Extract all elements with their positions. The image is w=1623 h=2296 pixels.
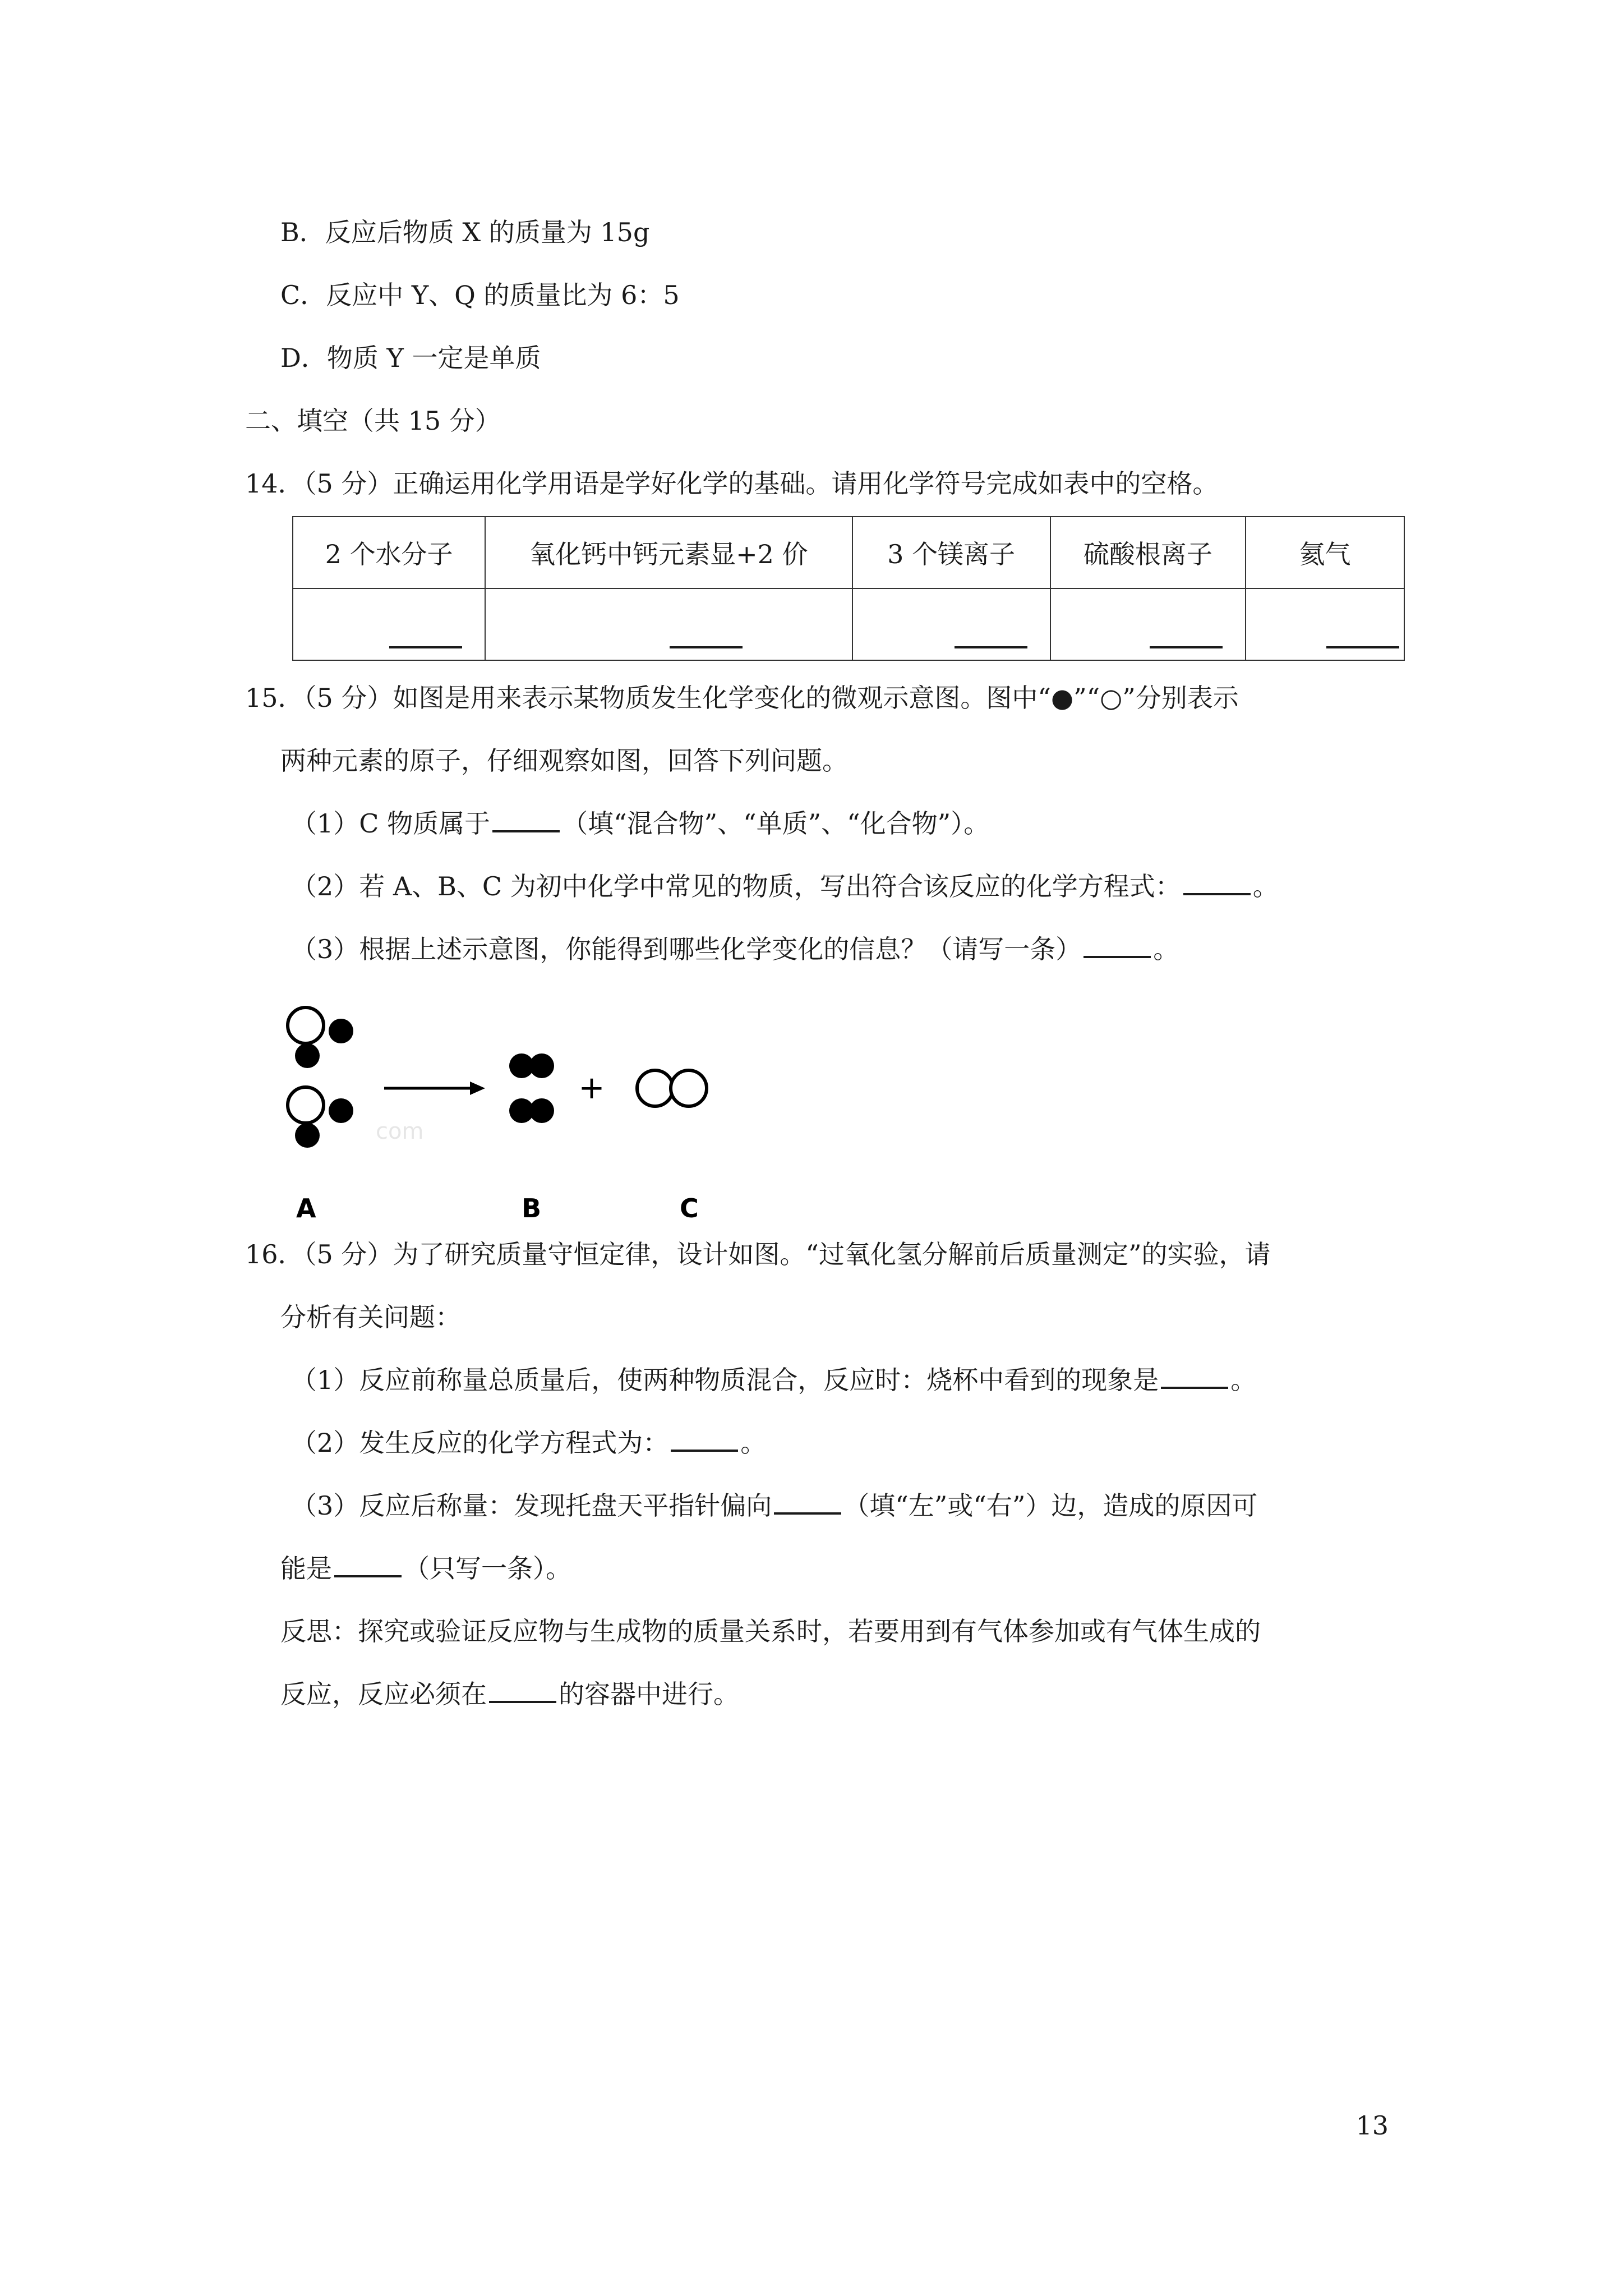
label-a: A <box>296 1193 316 1223</box>
question-15-part2 <box>291 869 1279 903</box>
q15-3-blank[interactable] <box>1083 933 1151 958</box>
blank-line <box>389 644 462 648</box>
option-c: C．反应中 Y、Q 的质量比为 6：5 <box>280 280 680 310</box>
question-16-part3 <box>291 1489 1257 1522</box>
answer-table <box>292 516 1405 661</box>
label-c: C <box>680 1193 699 1223</box>
watermark-text: com <box>376 1119 424 1144</box>
table-header-cell: 氧化钙中钙元素显+2 价 <box>485 517 852 588</box>
arrow-icon <box>384 1082 485 1095</box>
molecule-b-2 <box>509 1098 554 1123</box>
molecule-c <box>637 1070 707 1106</box>
section-heading: 二、填空（共 15 分） <box>245 406 501 436</box>
q15-2-blank[interactable] <box>1183 871 1251 895</box>
table-header-cell: 3 个镁离子 <box>852 517 1050 588</box>
q15-1-prefix: （1）C 物质属于 <box>291 808 491 839</box>
q16-3-prefix: （3）反应后称量：发现托盘天平指针偏向 <box>291 1490 772 1521</box>
molecule-a-2 <box>288 1087 353 1148</box>
q15-3-suffix: 。 <box>1153 934 1179 964</box>
blank-line <box>955 644 1027 648</box>
page-number: 13 <box>1355 2110 1389 2141</box>
q16-3-blank-a[interactable] <box>774 1490 841 1515</box>
answer-blank-cell[interactable] <box>852 588 1050 660</box>
molecule-b-1 <box>509 1053 554 1078</box>
q15-2-suffix: 。 <box>1252 871 1279 901</box>
question-15-line1: 15．（5 分）如图是用来表示某物质发生化学变化的微观示意图。图中“●”“○”分别表示 <box>245 683 1239 713</box>
option-b: B．反应后物质 X 的质量为 15g <box>280 217 650 247</box>
q15-1-suffix: （填“混合物”、“单质”、“化合物”）。 <box>562 808 990 839</box>
q16-1-prefix: （1）反应前称量总质量后，使两种物质混合，反应时：烧杯中看到的现象是 <box>291 1365 1159 1395</box>
blank-line <box>1150 644 1223 648</box>
q16-3-blank-b[interactable] <box>334 1553 402 1577</box>
table-header-row <box>293 517 1404 588</box>
option-d: D．物质 Y 一定是单质 <box>280 343 541 373</box>
q16-3-prefix2: 能是 <box>280 1553 332 1584</box>
question-15-part1 <box>291 807 989 840</box>
q15-2-prefix: （2）若 A、B、C 为初中化学中常见的物质，写出符合该反应的化学方程式： <box>291 871 1181 901</box>
q16-2-prefix: （2）发生反应的化学方程式为： <box>291 1428 669 1458</box>
answer-blank-cell[interactable] <box>485 588 852 660</box>
question-16-part3-cont <box>280 1552 571 1585</box>
reflection-line1: 反思：探究或验证反应物与生成物的质量关系时，若要用到有气体参加或有气体生成的 <box>280 1616 1261 1646</box>
q16-1-suffix: 。 <box>1230 1365 1257 1395</box>
question-15-part3 <box>291 932 1179 966</box>
reflect-blank[interactable] <box>489 1678 556 1703</box>
answer-blank-cell[interactable] <box>293 588 485 660</box>
molecule-a-1 <box>288 1007 353 1068</box>
q16-3-suffix: （只写一条）。 <box>404 1553 571 1584</box>
question-14: 14．（5 分）正确运用化学用语是学好化学的基础。请用化学符号完成如表中的空格。 <box>245 468 1219 499</box>
blank-line <box>1326 644 1399 648</box>
question-16-line2: 分析有关问题： <box>280 1302 461 1332</box>
q16-1-blank[interactable] <box>1161 1364 1228 1389</box>
q16-3-middle: （填“左”或“右”）边，造成的原因可 <box>843 1490 1258 1521</box>
answer-blank-cell[interactable] <box>1246 588 1404 660</box>
reaction-diagram <box>280 999 785 1234</box>
answer-blank-cell[interactable] <box>1050 588 1246 660</box>
question-16-part1 <box>291 1363 1256 1397</box>
question-16-part2 <box>291 1426 766 1460</box>
table-answer-row <box>293 588 1404 660</box>
q16-2-suffix: 。 <box>740 1428 767 1458</box>
table-header-cell: 氦气 <box>1246 517 1404 588</box>
question-15-line2: 两种元素的原子，仔细观察如图，回答下列问题。 <box>280 746 848 776</box>
q15-1-blank[interactable] <box>492 808 560 832</box>
table-header-cell: 2 个水分子 <box>293 517 485 588</box>
question-16-line1: 16．（5 分）为了研究质量守恒定律，设计如图。“过氧化氢分解前后质量测定”的实验，请 <box>245 1239 1271 1269</box>
reflection-line2 <box>280 1677 739 1711</box>
reflect-suffix: 的容器中进行。 <box>559 1679 739 1709</box>
blank-line <box>670 644 743 648</box>
table-header-cell: 硫酸根离子 <box>1050 517 1246 588</box>
plus-sign: + <box>578 1070 605 1106</box>
q16-2-blank[interactable] <box>671 1427 738 1452</box>
reflect-prefix: 反应，反应必须在 <box>280 1679 487 1709</box>
label-b: B <box>522 1193 542 1223</box>
q15-3-prefix: （3）根据上述示意图，你能得到哪些化学变化的信息？（请写一条） <box>291 934 1082 964</box>
